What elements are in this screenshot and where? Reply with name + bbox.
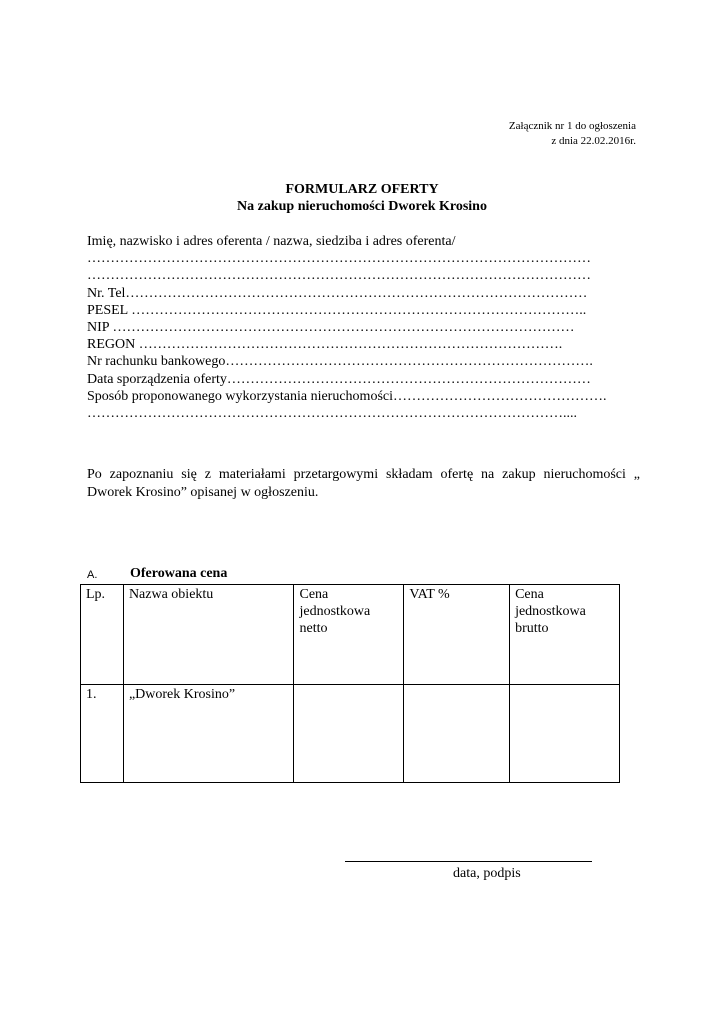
section-title: Oferowana cena bbox=[130, 566, 228, 581]
usage-field[interactable]: Sposób proponowanego wykorzystania nieruchomości………………………………………. bbox=[87, 388, 607, 404]
cell-lp: 1. bbox=[81, 685, 124, 783]
form-title: FORMULARZ OFERTY bbox=[285, 182, 439, 197]
signature-label: data, podpis bbox=[453, 866, 521, 881]
form-subtitle: Na zakup nieruchomości Dworek Krosino bbox=[237, 199, 487, 214]
offeror-label: Imię, nazwisko i adres oferenta / nazwa, siedziba i adres oferenta/ bbox=[87, 234, 456, 249]
usage-blank-line[interactable]: ………………………………………………………………………………………….... bbox=[87, 406, 577, 422]
cell-object-name: „Dworek Krosino” bbox=[123, 685, 294, 783]
cell-gross-price[interactable] bbox=[510, 685, 620, 783]
offer-declaration: Po zapoznaniu się z materiałami przetargowymi składam ofertę na zakup nieruchomości „ Dworek Krosino” opisanej w ogłoszeniu. bbox=[87, 467, 640, 500]
offeror-blank-line-1[interactable]: ……………………………………………………………………………………………… bbox=[87, 251, 591, 267]
nip-field[interactable]: NIP ……………………………………………………………………………………… bbox=[87, 320, 575, 336]
offeror-fields bbox=[87, 233, 632, 422]
form-header bbox=[0, 181, 724, 215]
header-vat: VAT % bbox=[404, 585, 510, 685]
bank-account-field[interactable]: Nr rachunku bankowego……………………………………………………………………. bbox=[87, 354, 593, 370]
table-row bbox=[81, 685, 620, 783]
header-gross-price: Cena jednostkowa brutto bbox=[510, 585, 620, 685]
cell-net-price[interactable] bbox=[294, 685, 404, 783]
header-object-name: Nazwa obiektu bbox=[123, 585, 294, 685]
pesel-field[interactable]: PESEL …………………………………………………………………………………….. bbox=[87, 302, 587, 318]
section-letter: A. bbox=[87, 569, 98, 581]
signature-line[interactable] bbox=[345, 861, 592, 862]
attachment-note bbox=[509, 119, 636, 149]
regon-field[interactable]: REGON ………………………………………………………………………………. bbox=[87, 337, 563, 353]
offer-date-field[interactable]: Data sporządzenia oferty…………………………………………………………………… bbox=[87, 371, 591, 387]
header-net-price: Cena jednostkowa netto bbox=[294, 585, 404, 685]
header-lp: Lp. bbox=[81, 585, 124, 685]
table-header-row bbox=[81, 585, 620, 685]
price-table bbox=[80, 584, 620, 783]
attachment-line-2: z dnia 22.02.2016r. bbox=[551, 135, 636, 147]
attachment-line-1: Załącznik nr 1 do ogłoszenia bbox=[508, 120, 636, 132]
phone-field[interactable]: Nr. Tel……………………………………………………………………………………… bbox=[87, 285, 588, 301]
offeror-blank-line-2[interactable]: ……………………………………………………………………………………………… bbox=[87, 268, 591, 284]
cell-vat[interactable] bbox=[404, 685, 510, 783]
